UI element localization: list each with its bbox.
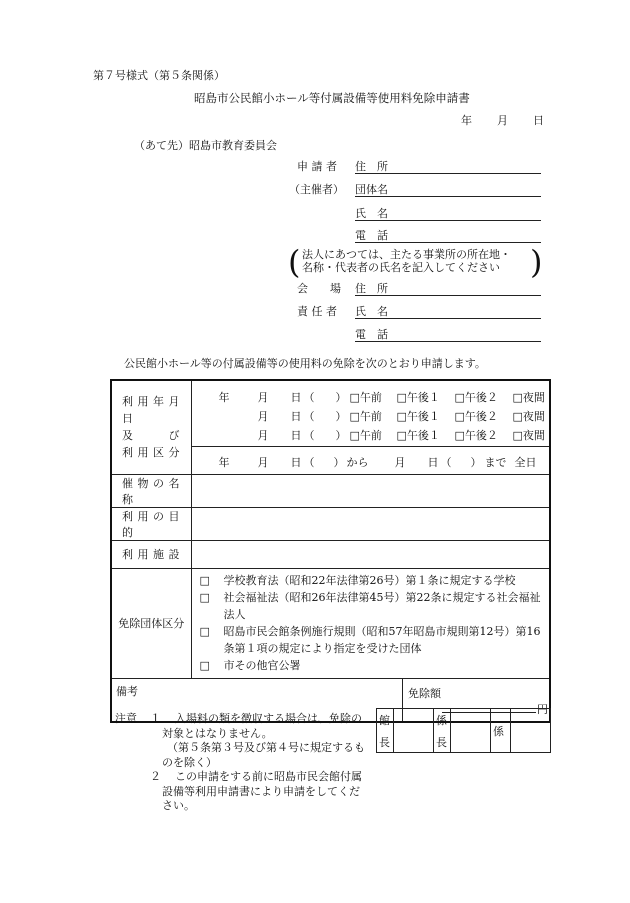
yen-label: 円 [537,702,548,716]
slot-pm2-2[interactable]: □午後２ [454,409,498,423]
date-year: 年 [461,114,472,127]
note1-line-b: 対象とはなりません。 [162,726,273,740]
exemption-options [191,568,550,678]
note2-line-b: 設備等利用申請書により申請をしてくだ [162,784,360,798]
exemption-option-2[interactable]: □ 社会福祉法（昭和26年法律第45号）第22条に規定する社会福祉法人 [199,591,541,621]
kakari-label: 係 [491,709,511,753]
range-until: まで [484,455,507,469]
purpose-field[interactable] [191,507,550,540]
manager-phone-line[interactable] [355,341,541,342]
date-line-3[interactable]: 月 日 （ ） □午前 □午後１ □午後２ □夜間 [257,428,545,442]
applicant-address-label: 住 所 [355,160,388,173]
note1-number: １ [150,712,161,725]
approval-boxes [376,708,551,753]
corp-note-close-paren: ) [530,243,543,281]
date-day: 日 [533,114,544,127]
slot-pm1-3[interactable]: □午後１ [396,428,440,442]
venue-address-label: 住 所 [355,282,388,295]
usage-label-2b: び [168,429,181,443]
application-table [110,379,551,723]
checkbox-1[interactable]: □ [199,574,210,587]
slot-night-2[interactable]: □夜間 [512,409,545,423]
kancho-stamp[interactable] [394,709,434,753]
form-title: 昭島市公民館小ホール等付属設備等使用料免除申請書 [194,91,470,105]
venue-address-line[interactable] [355,295,541,296]
form-number: 第７号様式（第５条関係） [93,69,225,82]
usage-label-cell [111,380,191,474]
slot-am-1[interactable]: □午前 [349,390,382,404]
note2-line-c: さい。 [162,799,195,812]
range-from: から [346,455,369,469]
note1-line-a: 入場料の類を徴収する場合は、免除の [175,712,362,725]
corp-note-open-paren: ( [288,243,301,281]
usage-label-3: 利用区分 [122,446,181,460]
slot-night-1[interactable]: □夜間 [512,390,545,404]
purpose-label: 利用の目的 [111,507,191,540]
checkbox-4[interactable]: □ [199,659,210,672]
organizer-role: （主催者） [289,183,344,196]
applicant-address-line[interactable] [355,173,541,174]
manager-name-label: 氏 名 [355,305,388,318]
exemption-label: 免除団体区分 [111,568,191,678]
applicant-role: 申 請 者 [297,160,337,173]
event-name-field[interactable] [191,474,550,507]
slot-pm1-2[interactable]: □午後１ [396,409,440,423]
slot-am-3[interactable]: □午前 [349,428,382,442]
corp-note [302,248,511,274]
kakaricho-label: 係 長 [434,709,451,753]
note2-number: ２ [150,770,161,783]
slot-pm2-3[interactable]: □午後２ [454,428,498,442]
addressee: （あて先）昭島市教育委員会 [134,139,277,152]
slot-pm1-1[interactable]: □午後１ [396,390,440,404]
exemption-option-1[interactable]: □ 学校教育法（昭和22年法律第26号）第１条に規定する学校 [199,574,516,587]
applicant-org-label: 団体名 [355,183,388,196]
applicant-name-label: 氏 名 [355,207,388,220]
usage-label-2a: 及 [122,429,134,443]
facility-label: 利用施設 [111,540,191,568]
kakaricho-stamp[interactable] [451,709,491,753]
usage-dates-cell[interactable] [191,380,550,446]
applicant-phone-line[interactable] [355,242,541,243]
venue-role: 会 場 [297,282,341,295]
corp-note-line2: 名称・代表者の氏名を記入してください [302,261,500,274]
exemption-option-3[interactable]: □ 昭島市民会館条例施行規則（昭和57年昭島市規則第12号）第16条第１項の規定により指定を受けた団体 [199,625,541,655]
checkbox-2[interactable]: □ [199,591,210,604]
usage-range-cell[interactable] [191,446,550,474]
slot-am-2[interactable]: □午前 [349,409,382,423]
date-line-2[interactable]: 月 日 （ ） □午前 □午後１ □午後２ □夜間 [257,409,545,423]
exemption-option-4[interactable]: □ 市その他官公署 [199,659,301,672]
event-name-label: 催物の名称 [111,474,191,507]
note1-line-c: （第５条第３号及び第４号に規定するも [167,741,365,754]
slot-pm2-1[interactable]: □午後２ [454,390,498,404]
checkbox-3[interactable]: □ [199,625,210,638]
kancho-label: 館 長 [377,709,394,753]
slot-night-3[interactable]: □夜間 [512,428,545,442]
facility-field[interactable] [191,540,550,568]
corp-note-line1: 法人にあつては、主たる事業所の所在地・ [302,248,511,261]
applicant-org-line[interactable] [355,196,541,197]
note2-line-a: この申請をする前に昭島市民会館付属 [175,770,362,783]
intro-text: 公民館小ホール等の付属設備等の使用料の免除を次のとおり申請します。 [124,357,486,370]
kakari-stamp[interactable] [511,709,551,753]
exemption-amount-label: 免除額 [408,686,441,700]
date-month: 月 [497,114,508,127]
manager-role: 責 任 者 [297,305,337,318]
applicant-phone-label: 電 話 [355,229,388,242]
range-line[interactable]: 年 月 日 （ ） から 月 日 （ ） まで 全日 [218,455,537,469]
usage-label-1: 利用年月日 [122,395,181,426]
date-line-1[interactable]: 年 月 日 （ ） □午前 □午後１ □午後２ □夜間 [218,390,545,404]
manager-name-line[interactable] [355,318,541,319]
notes-heading: 注意 [115,712,137,725]
manager-phone-label: 電 話 [355,328,388,341]
all-day[interactable]: 全日 [514,455,537,469]
applicant-name-line[interactable] [355,220,541,221]
note1-line-d: のを除く） [162,755,217,769]
remarks-label: 備考 [116,684,138,698]
